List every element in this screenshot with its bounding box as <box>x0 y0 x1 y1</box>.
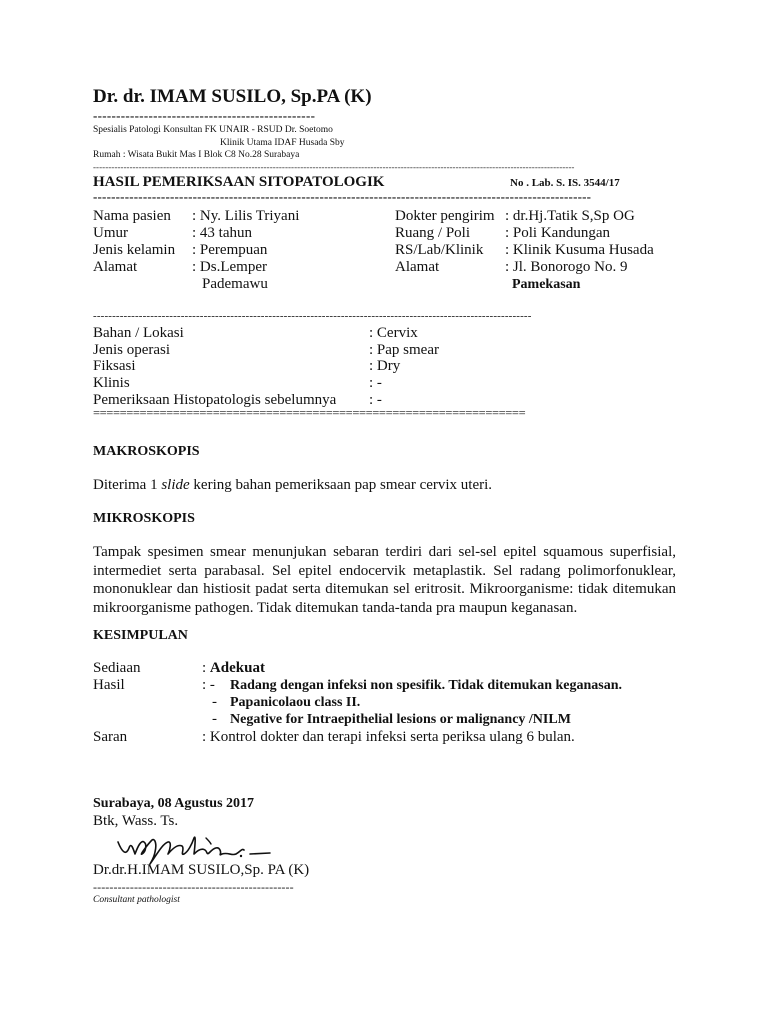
hasil-item-3: Negative for Intraepithelial lesions or malignancy /NILM <box>230 712 571 727</box>
operation-type-label: Jenis operasi <box>93 342 171 358</box>
prior-histopathology-label: Pemeriksaan Histopatologis sebelumnya <box>93 392 337 408</box>
hasil-dash-2: - <box>212 694 217 710</box>
referrer-address-label: Alamat <box>395 259 440 275</box>
patient-sex-value: : Perempuan <box>192 242 268 258</box>
saran-label: Saran <box>93 729 128 745</box>
header-bold-rule: ------------------------------------------------ <box>93 108 316 123</box>
patient-sex-label: Jenis kelamin <box>93 242 176 258</box>
patient-address-value: : Ds.Lemper <box>192 259 267 275</box>
header-thin-rule: -------------------------------------------------------------------------------------------------------------------------------------------------------------- <box>93 162 575 172</box>
referrer-clinic-value: : Klinik Kusuma Husada <box>505 242 654 258</box>
clinic-line: Klinik Utama IDAF Husada Sby <box>220 138 345 148</box>
fixation-label: Fiksasi <box>93 358 136 374</box>
double-divider: ================================================================= <box>93 406 526 420</box>
referrer-room-label: Ruang / Poli <box>395 225 471 241</box>
operation-type-value: : Pap smear <box>369 342 439 358</box>
patient-address-label: Alamat <box>93 259 138 275</box>
signature-rule: ------------------------------------------------- <box>93 880 294 894</box>
referrer-address-value: : Jl. Bonorogo No. 9 <box>505 259 628 275</box>
specimen-location-label: Bahan / Lokasi <box>93 325 184 341</box>
referrer-clinic-label: RS/Lab/Klinik <box>395 242 484 258</box>
hasil-colon: : - <box>202 677 215 693</box>
sediaan-label: Sediaan <box>93 660 141 676</box>
makroskopis-heading: MAKROSKOPIS <box>93 444 200 459</box>
home-address-line: Rumah : Wisata Bukit Mas I Blok C8 No.28 Surabaya <box>93 150 300 160</box>
section-divider: ------------------------------------------------------------------------------------------------------------------- <box>93 310 532 322</box>
mikroskopis-text: Tampak spesimen smear menunjukan sebaran terdiri dari sel-sel epitel squamous superfisial, intermediet serta parabasal. Sel epitel endocervik metaplastik. Sel radang polimorfonuklear, mononuklear dan histiosit padat serta ditemukan sel eritrosit. Mikroorganisme: tidak ditemukan mikroorganisme pathogen. Tidak ditemukan tanda-tanda pra maupun keganasan. <box>93 544 676 616</box>
referrer-doctor-value: : dr.Hj.Tatik S,Sp OG <box>505 208 635 224</box>
prior-histopathology-value: : - <box>369 392 382 408</box>
clinical-label: Klinis <box>93 375 130 391</box>
doctor-name: Dr. dr. IMAM SUSILO, Sp.PA (K) <box>93 86 372 107</box>
signer-role: Consultant pathologist <box>93 895 180 905</box>
mikroskopis-heading: MIKROSKOPIS <box>93 511 195 526</box>
kesimpulan-heading: KESIMPULAN <box>93 628 188 643</box>
fixation-value: : Dry <box>369 358 401 374</box>
hasil-label: Hasil <box>93 677 125 693</box>
report-title: HASIL PEMERIKSAAN SITOPATOLOGIK <box>93 174 385 190</box>
patient-name-value: : Ny. Lilis Triyani <box>192 208 300 224</box>
specialty-line: Spesialis Patologi Konsultan FK UNAIR - RSUD Dr. Soetomo <box>93 125 333 135</box>
hasil-item-2: Papanicolaou class II. <box>230 695 361 710</box>
patient-address-line2: Pademawu <box>202 276 268 292</box>
patient-age-label: Umur <box>93 225 128 241</box>
closing-greeting: Btk, Wass. Ts. <box>93 813 179 829</box>
title-rule: -------------------------------------------------------------------------------------------------------------- <box>93 189 592 204</box>
referrer-address-line2: Pamekasan <box>512 277 581 292</box>
saran-value: : Kontrol dokter dan terapi infeksi serta periksa ulang 6 bulan. <box>202 729 575 745</box>
sediaan-value: : Adekuat <box>202 660 265 676</box>
hasil-dash-3: - <box>212 711 217 727</box>
makroskopis-text: Diterima 1 slide kering bahan pemeriksaan pap smear cervix uteri. <box>93 477 493 493</box>
patient-name-label: Nama pasien <box>93 208 171 224</box>
place-date: Surabaya, 08 Agustus 2017 <box>93 796 255 811</box>
clinical-value: : - <box>369 375 382 391</box>
specimen-location-value: : Cervix <box>369 325 418 341</box>
patient-age-value: : 43 tahun <box>192 225 252 241</box>
hasil-item-1: Radang dengan infeksi non spesifik. Tidak ditemukan keganasan. <box>230 678 623 693</box>
referrer-doctor-label: Dokter pengirim <box>395 208 495 224</box>
lab-number: No . Lab. S. IS. 3544/17 <box>510 177 620 189</box>
signer-name: Dr.dr.H.IMAM SUSILO,Sp. PA (K) <box>93 862 310 878</box>
referrer-room-value: : Poli Kandungan <box>505 225 610 241</box>
